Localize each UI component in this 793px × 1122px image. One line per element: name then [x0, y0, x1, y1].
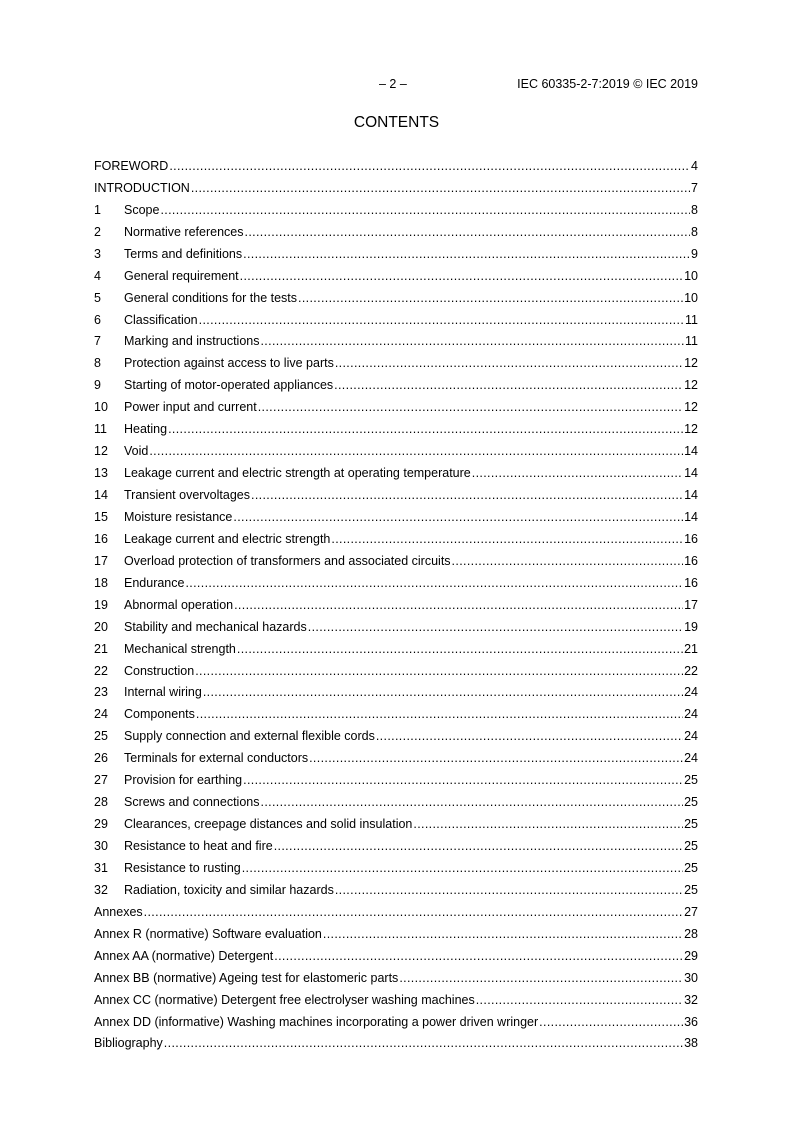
toc-entry[interactable]	[94, 332, 698, 354]
toc-entry-page: 25	[684, 860, 698, 875]
contents-title: CONTENTS	[353, 114, 440, 131]
toc-entry-number: 4	[94, 268, 101, 283]
toc-leader-dots	[234, 595, 683, 617]
toc-entry-label: Overload protection of transformers and associated circuits	[124, 553, 451, 568]
toc-entry-label: Annex R (normative) Software evaluation	[94, 926, 322, 941]
toc-entry[interactable]	[94, 661, 698, 683]
toc-leader-dots	[245, 222, 691, 244]
toc-entry-label: Annex DD (informative) Washing machines incorporating a power driven wringer	[94, 1014, 539, 1029]
toc-entry[interactable]	[94, 310, 698, 332]
toc-leader-dots	[233, 507, 683, 529]
toc-entry-page: 29	[684, 948, 698, 963]
toc-entry-number: 17	[94, 553, 108, 568]
toc-entry-number: 27	[94, 773, 108, 788]
toc-entry-page: 24	[684, 707, 698, 722]
toc-entry-number: 5	[94, 290, 101, 305]
toc-entry[interactable]	[94, 968, 698, 990]
toc-entry-page: 14	[684, 466, 698, 481]
toc-leader-dots	[258, 397, 683, 419]
toc-entry-label: Annex AA (normative) Detergent	[94, 948, 274, 963]
toc-entry-page: 17	[684, 597, 698, 612]
toc-entry-number: 22	[94, 663, 108, 678]
toc-entry-page: 4	[691, 158, 698, 173]
toc-leader-dots	[413, 814, 683, 836]
toc-entry-page: 25	[684, 882, 698, 897]
toc-entry-page: 12	[684, 356, 698, 371]
toc-entry-page: 24	[684, 685, 698, 700]
toc-entry-number: 1	[94, 202, 101, 217]
toc-leader-dots	[251, 485, 683, 507]
toc-entry-page: 32	[684, 992, 698, 1007]
toc-entry-number: 6	[94, 312, 101, 327]
toc-entry-label: Heating	[124, 422, 168, 437]
toc-entry-label: Bibliography	[94, 1036, 163, 1051]
toc-entry-label: Transient overvoltages	[124, 488, 250, 503]
toc-entry-label: Moisture resistance	[124, 509, 233, 524]
toc-entry-page: 27	[684, 904, 698, 919]
toc-entry-label: Protection against access to live parts	[124, 356, 334, 371]
toc-leader-dots	[196, 704, 683, 726]
page-number: – 2 –	[379, 77, 407, 91]
toc-entry-number: 19	[94, 597, 108, 612]
toc-leader-dots	[203, 682, 683, 704]
toc-entry-label: Components	[124, 707, 195, 722]
toc-entry-label: General requirement	[124, 268, 239, 283]
toc-entry[interactable]	[94, 419, 698, 441]
toc-entry-number: 30	[94, 839, 108, 854]
toc-entry-page: 11	[685, 312, 698, 327]
toc-entry[interactable]	[94, 726, 698, 748]
toc-entry-number: 7	[94, 334, 101, 349]
toc-entry[interactable]	[94, 814, 698, 836]
toc-entry-label: FOREWORD	[94, 158, 169, 173]
toc-entry-page: 16	[684, 575, 698, 590]
toc-entry-label: Classification	[124, 312, 198, 327]
toc-entry-label: Annex BB (normative) Ageing test for elastomeric parts	[94, 970, 399, 985]
toc-leader-dots	[323, 924, 683, 946]
toc-entry-page: 24	[684, 751, 698, 766]
toc-entry[interactable]	[94, 529, 698, 551]
toc-entry-number: 21	[94, 641, 108, 656]
toc-entry-label: Void	[124, 444, 149, 459]
toc-entry-label: Clearances, creepage distances and solid insulation	[124, 817, 413, 832]
toc-entry[interactable]	[94, 792, 698, 814]
toc-entry-page: 25	[684, 839, 698, 854]
toc-leader-dots	[199, 310, 684, 332]
toc-leader-dots	[169, 156, 690, 178]
toc-entry[interactable]	[94, 353, 698, 375]
toc-entry-number: 8	[94, 356, 101, 371]
toc-entry-page: 7	[691, 180, 698, 195]
toc-entry-page: 28	[684, 926, 698, 941]
toc-entry-label: Leakage current and electric strength at operating temperature	[124, 466, 471, 481]
toc-leader-dots	[191, 178, 690, 200]
toc-leader-dots	[331, 529, 683, 551]
toc-entry-number: 12	[94, 444, 108, 459]
toc-entry[interactable]	[94, 244, 698, 266]
toc-entry-page: 25	[684, 795, 698, 810]
toc-entry-label: Internal wiring	[124, 685, 202, 700]
toc-entry-page: 30	[684, 970, 698, 985]
toc-entry[interactable]	[94, 683, 698, 705]
toc-entry-number: 31	[94, 860, 108, 875]
toc-leader-dots	[164, 1033, 683, 1055]
toc-entry-label: Terminals for external conductors	[124, 751, 309, 766]
toc-entry[interactable]	[94, 990, 698, 1012]
toc-entry-label: Starting of motor-operated appliances	[124, 378, 334, 393]
toc-entry-number: 15	[94, 509, 108, 524]
toc-entry-label: General conditions for the tests	[124, 290, 298, 305]
toc-entry[interactable]	[94, 441, 698, 463]
toc-entry-number: 25	[94, 729, 108, 744]
toc-entry-page: 12	[684, 378, 698, 393]
toc-entry-page: 38	[684, 1036, 698, 1051]
toc-entry[interactable]	[94, 178, 698, 200]
toc-entry-number: 29	[94, 817, 108, 832]
toc-entry-label: Stability and mechanical hazards	[124, 619, 307, 634]
toc-entry-page: 21	[684, 641, 698, 656]
toc-entry-label: INTRODUCTION	[94, 180, 190, 195]
toc-entry-number: 9	[94, 378, 101, 393]
toc-entry-number: 32	[94, 882, 108, 897]
toc-leader-dots	[452, 551, 684, 573]
toc-entry-label: Resistance to rusting	[124, 860, 241, 875]
toc-entry-label: Abnormal operation	[124, 597, 234, 612]
toc-entry-page: 14	[684, 509, 698, 524]
toc-entry-page: 24	[684, 729, 698, 744]
toc-leader-dots	[144, 902, 683, 924]
toc-entry-number: 28	[94, 795, 108, 810]
toc-entry-label: Construction	[124, 663, 195, 678]
toc-entry-number: 18	[94, 575, 108, 590]
toc-leader-dots	[274, 836, 683, 858]
toc-entry-page: 36	[684, 1014, 698, 1029]
toc-entry[interactable]	[94, 924, 698, 946]
toc-entry[interactable]	[94, 266, 698, 288]
toc-entry-page: 12	[684, 400, 698, 415]
toc-entry[interactable]	[94, 551, 698, 573]
toc-entry-label: Marking and instructions	[124, 334, 260, 349]
toc-entry[interactable]	[94, 902, 698, 924]
toc-leader-dots	[185, 573, 683, 595]
toc-entry-label: Provision for earthing	[124, 773, 243, 788]
toc-leader-dots	[308, 617, 683, 639]
toc-leader-dots	[298, 288, 683, 310]
toc-entry[interactable]	[94, 770, 698, 792]
toc-entry-page: 22	[684, 663, 698, 678]
toc-entry-page: 12	[684, 422, 698, 437]
toc-entry-label: Scope	[124, 202, 160, 217]
toc-leader-dots	[539, 1012, 683, 1034]
toc-entry[interactable]	[94, 200, 698, 222]
toc-leader-dots	[335, 880, 683, 902]
toc-entry[interactable]	[94, 748, 698, 770]
toc-entry-number: 11	[94, 422, 107, 437]
toc-entry-page: 10	[684, 268, 698, 283]
toc-entry[interactable]	[94, 858, 698, 880]
toc-entry[interactable]	[94, 704, 698, 726]
page-header	[94, 75, 698, 93]
toc-entry-number: 14	[94, 488, 108, 503]
toc-entry[interactable]	[94, 463, 698, 485]
toc-leader-dots	[237, 639, 683, 661]
toc-entry-page: 16	[684, 531, 698, 546]
toc-entry-number: 13	[94, 466, 108, 481]
toc-entry[interactable]	[94, 880, 698, 902]
toc-entry-label: Radiation, toxicity and similar hazards	[124, 882, 334, 897]
toc-leader-dots	[195, 661, 683, 683]
toc-entry-page: 14	[684, 444, 698, 459]
toc-leader-dots	[149, 441, 683, 463]
toc-entry-label: Supply connection and external flexible cords	[124, 729, 375, 744]
toc-entry-label: Mechanical strength	[124, 641, 236, 656]
toc-leader-dots	[335, 353, 683, 375]
toc-leader-dots	[260, 331, 684, 353]
toc-entry-label: Annex CC (normative) Detergent free electrolyser washing machines	[94, 992, 475, 1007]
toc-entry[interactable]	[94, 617, 698, 639]
toc-entry[interactable]	[94, 507, 698, 529]
toc-entry-label: Leakage current and electric strength	[124, 531, 331, 546]
toc-entry[interactable]	[94, 222, 698, 244]
toc-entry-label: Power input and current	[124, 400, 257, 415]
toc-leader-dots	[240, 266, 683, 288]
toc-leader-dots	[476, 990, 683, 1012]
table-of-contents	[94, 156, 698, 1055]
toc-leader-dots	[309, 748, 683, 770]
toc-entry-page: 14	[684, 488, 698, 503]
toc-entry-number: 26	[94, 751, 108, 766]
toc-leader-dots	[472, 463, 683, 485]
toc-entry-number: 10	[94, 400, 108, 415]
toc-entry[interactable]	[94, 156, 698, 178]
toc-entry-label: Normative references	[124, 224, 244, 239]
toc-entry[interactable]	[94, 375, 698, 397]
toc-entry-page: 25	[684, 817, 698, 832]
toc-entry-page: 9	[691, 246, 698, 261]
toc-entry[interactable]	[94, 1034, 698, 1056]
toc-leader-dots	[243, 244, 690, 266]
toc-leader-dots	[160, 200, 690, 222]
toc-entry-page: 16	[684, 553, 698, 568]
toc-entry-number: 20	[94, 619, 108, 634]
toc-entry-number: 2	[94, 224, 101, 239]
toc-entry-page: 10	[684, 290, 698, 305]
toc-entry[interactable]	[94, 595, 698, 617]
toc-leader-dots	[274, 946, 683, 968]
toc-entry-page: 8	[691, 202, 698, 217]
toc-entry-page: 8	[691, 224, 698, 239]
toc-entry[interactable]	[94, 573, 698, 595]
toc-entry-number: 3	[94, 246, 101, 261]
toc-leader-dots	[243, 770, 683, 792]
toc-entry-page: 11	[685, 334, 698, 349]
toc-entry-label: Resistance to heat and fire	[124, 839, 273, 854]
toc-entry-number: 23	[94, 685, 108, 700]
toc-entry[interactable]	[94, 485, 698, 507]
toc-entry-page: 25	[684, 773, 698, 788]
toc-leader-dots	[261, 792, 684, 814]
toc-leader-dots	[376, 726, 683, 748]
toc-entry[interactable]	[94, 397, 698, 419]
toc-leader-dots	[168, 419, 683, 441]
toc-entry-label: Annexes	[94, 904, 143, 919]
toc-entry[interactable]	[94, 1012, 698, 1034]
toc-entry[interactable]	[94, 639, 698, 661]
standard-reference: IEC 60335-2-7:2019 © IEC 2019	[517, 77, 698, 91]
toc-entry-number: 16	[94, 531, 108, 546]
toc-entry-label: Terms and definitions	[124, 246, 243, 261]
toc-entry-label: Screws and connections	[124, 795, 260, 810]
toc-entry-number: 24	[94, 707, 108, 722]
toc-leader-dots	[334, 375, 683, 397]
toc-entry[interactable]	[94, 836, 698, 858]
toc-entry-page: 19	[684, 619, 698, 634]
toc-entry[interactable]	[94, 288, 698, 310]
toc-leader-dots	[399, 968, 683, 990]
toc-entry[interactable]	[94, 946, 698, 968]
toc-leader-dots	[242, 858, 683, 880]
toc-entry-label: Endurance	[124, 575, 185, 590]
